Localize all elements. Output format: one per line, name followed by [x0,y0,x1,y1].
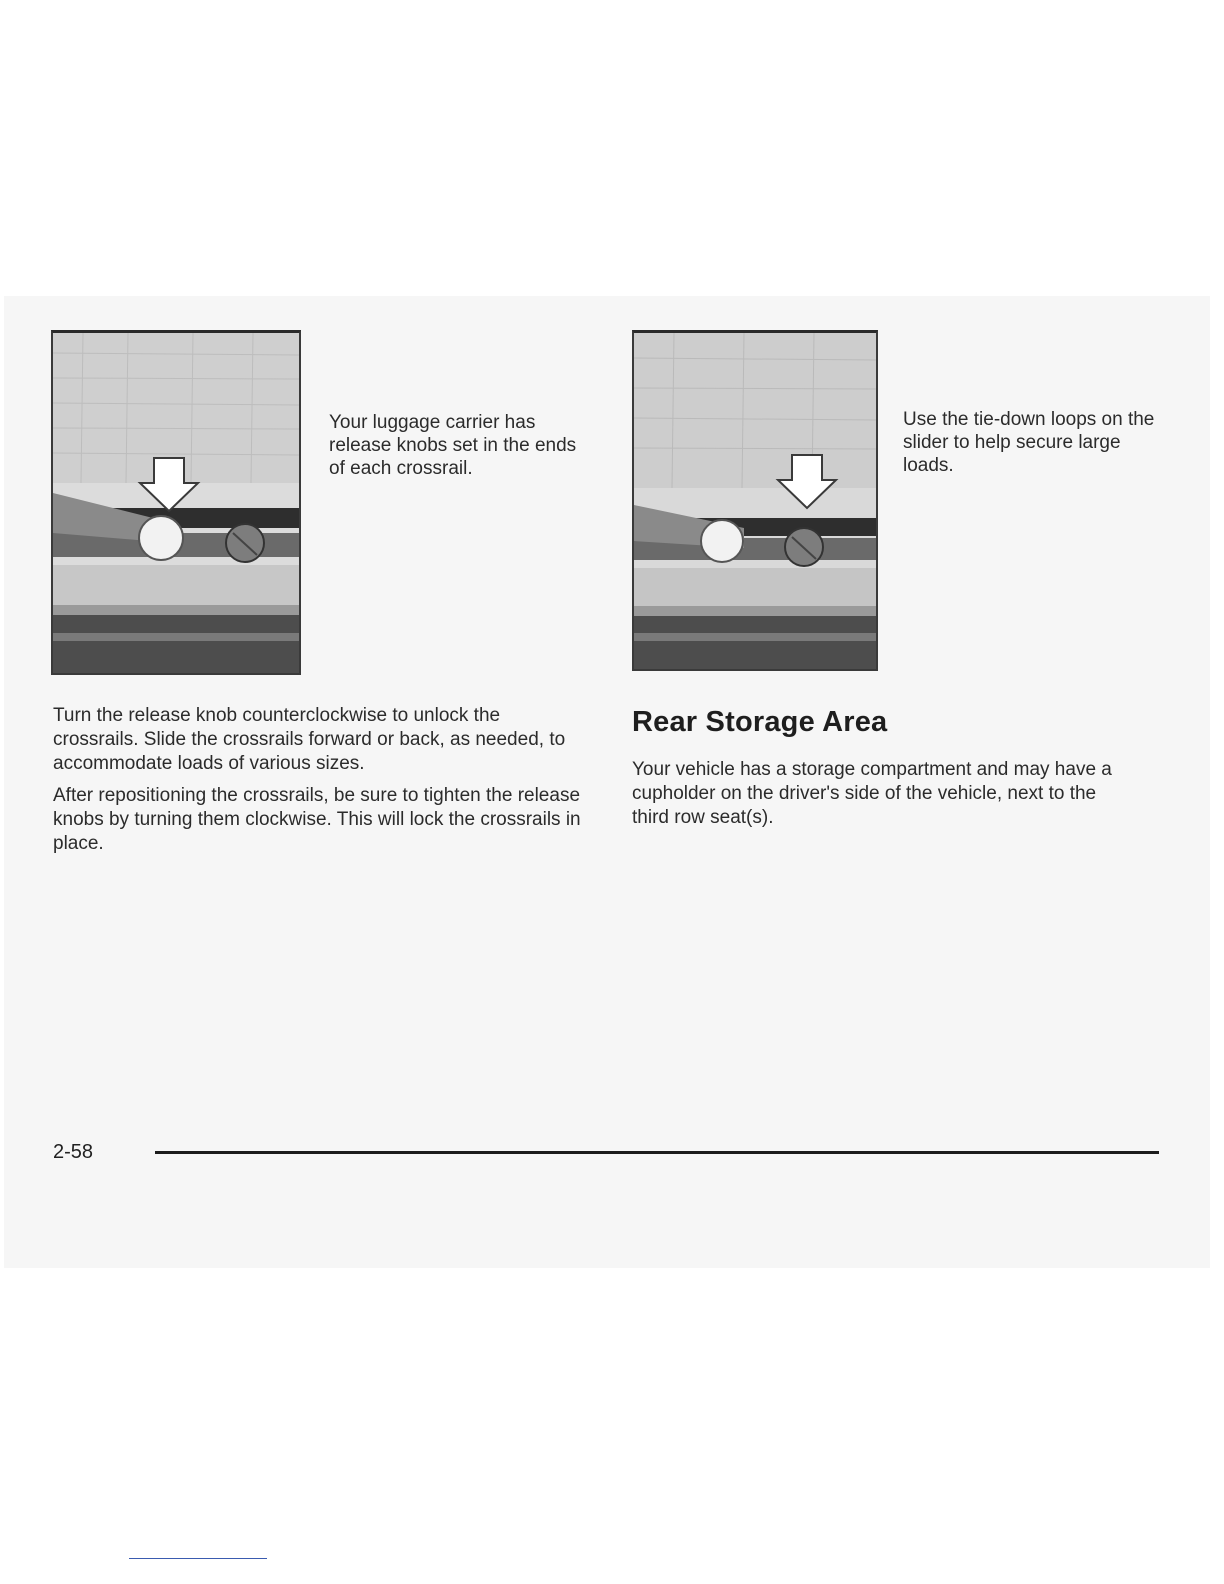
crossrail-release-knob-photo [51,330,301,675]
page-number: 2-58 [53,1141,94,1163]
tie-down-loops-photo [632,330,878,671]
section-heading: Rear Storage Area [632,706,888,738]
paragraph-rear-storage: Your vehicle has a storage compartment and may have a cupholder on the driver's side of the vehicle, next to the third row seat(s). [632,759,1112,828]
footer-rule [155,1151,1159,1154]
paragraph-tighten-knobs: After repositioning the crossrails, be sure to tighten the release knobs by turning them clockwise. This will lock the crossrails in place. [53,785,581,854]
figure-caption-left: Your luggage carrier has release knobs set in the ends of each crossrail. [329,412,577,479]
figure-caption-right: Use the tie-down loops on the slider to help secure large loads. [903,409,1155,476]
paragraph-unlock-crossrails: Turn the release knob counterclockwise to unlock the crossrails. Slide the crossrails forward or back, as needed, to accommodate loads of various sizes. [53,705,566,774]
bottom-rule [129,1558,267,1559]
